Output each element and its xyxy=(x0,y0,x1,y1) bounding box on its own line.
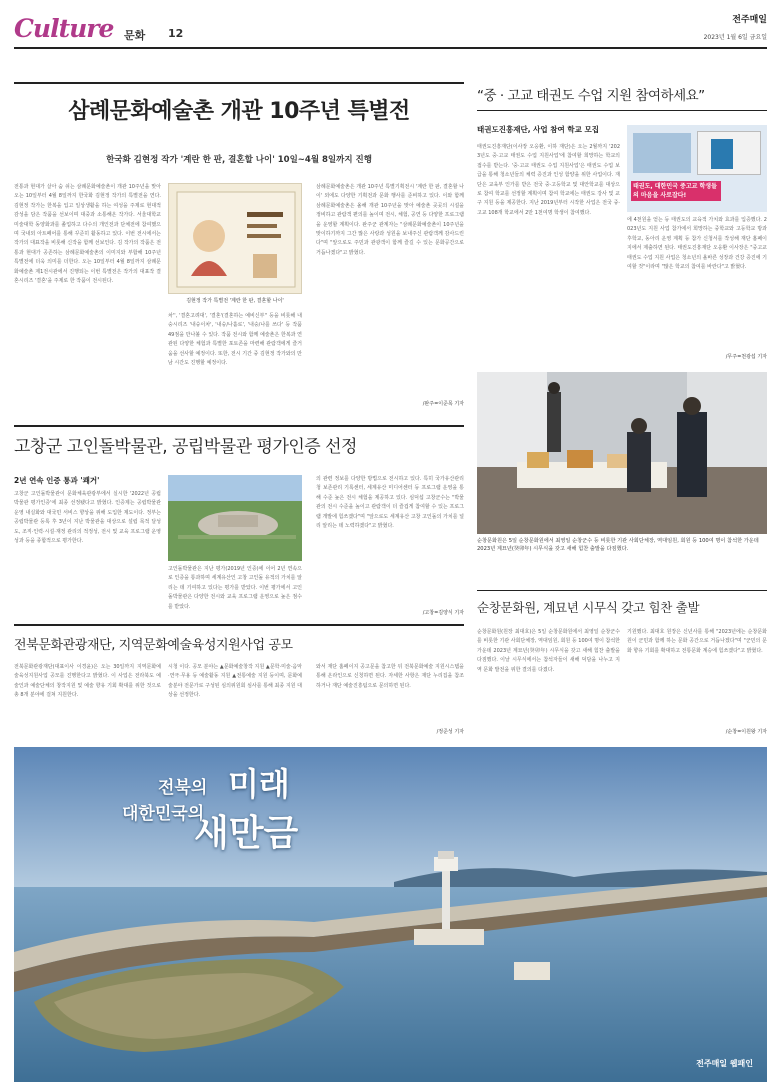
article2-promo-image-text: 태권도, 대한민국 중고교 학생들의 마음을 사로잡다! xyxy=(631,181,721,201)
newspaper-name: 전주매일 xyxy=(732,15,767,25)
article2-byline: /무주=천광섭 기자 xyxy=(725,354,767,360)
article3-subheadline: 2년 연속 인증 통과 '쾌거' xyxy=(14,476,100,485)
article1-byline: /완주=이준목 기자 xyxy=(422,401,464,407)
article1-exhibition-poster xyxy=(168,183,302,294)
ad-line-jeonbuk: 전북의 xyxy=(158,778,208,798)
ad-big-future: 미래 xyxy=(228,765,290,803)
article2-body-col2: 에 4천원을 얻는 등 태권도의 교육적 가치와 효과를 입증했다. 2023년도 지원 사업 참가에서 희망하는 중학교와 고등학교 방과후학교, 동아리 운영 계획 등 참가 신청서를 작성해 재단 홈페이지에서 제출하면 된다. 태권도진흥재단 오응환 이사장은 "중고교 태권도 수업 지원 사업은 청소년의 올바른 성장과 건강 증진에 기여할 것"이라며 "많은 학교의 참여를 바란다"고 밝혔다. xyxy=(627,217,767,271)
article3-body-col2: 의 관련 정보를 다양한 방법으로 전시하고 있다. 특히 국가유산관리청 보존관리 기록센터, 세계유산 미디어센터 등 프로그램 운영을 통해 수준 높은 전시 체험을 제공하고 있다. 심덕섭 고창군수는 "박물관의 전시 수준을 높이고 관람객이 더 즐겁게 참여할 수 있는 프로그램 개발에 힘쓰겠다"며 "앞으로도 세계유산 고창 고인돌의 가치를 널리 알리는 데 노력하겠다"고 밝혔다. xyxy=(316,476,464,530)
article5-byline: /순창=이원왕 기자 xyxy=(725,729,767,735)
article1-top-rule xyxy=(14,82,464,84)
article4-body-col3: 와서 재단 홈페이지 공고문을 참고한 뒤 전북문화예술 지원시스템을 통해 온라인으로 신청하면 된다. 자세한 사항은 재단 누리집을 참조하거나 재단 예술진흥팀으로 문의하면 된다. xyxy=(316,664,464,689)
article1-photo-caption: 김현정 작가 특별전 '계란 한 판, 결혼할 나이' xyxy=(186,298,284,304)
article5-body-col2: 기원했다. 최대호 원장은 신년사를 통해 "2023년에는 순창문화원이 군민과 함께 하는 문화 공간으로 거듭나겠다"며 "군민의 문화 향유 기회를 확대하고 전통문화 계승에 힘쓰겠다"고 밝혔다. xyxy=(627,629,767,654)
saemangeum-ad xyxy=(14,747,767,1082)
issue-date: 2023년 1월 6일 금요일 xyxy=(703,34,767,41)
article4-top-rule xyxy=(14,624,464,626)
article1-subheadline: 한국화 김현정 작가 '계란 한 판, 결혼할 나이' 10일~4월 8일까지 진행 xyxy=(106,155,372,165)
article5-headline: 순창문화원, 계묘년 시무식 갖고 힘찬 출발 xyxy=(477,600,700,615)
article1-body-col3: 삼례문화예술촌은 개관 10주년 특별기획전시 '계란 한 판, 결혼할 나이' 외에도 다양한 기획전과 문화 행사를 준비하고 있다. 이와 함께 삼례문화예술촌은 올해 개관 10주년을 맞아 예술촌 곳곳의 시설을 정비하고 관람객 편의를 높이며 전시, 체험, 공연 등 다양한 프로그램을 운영할 계획이다. 완주군 관계자는 "삼례문화예술촌이 10주년을 맞이하기까지 그간 많은 사랑과 성원을 보내주신 관람객께 감사드린다"며 "앞으로도 주민과 관광객이 함께 즐길 수 있는 문화공간으로 거듭나겠다"고 밝혔다. xyxy=(316,184,464,256)
article2-subheadline: 태권도진흥재단, 사업 참여 학교 모집 xyxy=(477,125,599,134)
article3-byline: /고창=김양식 기자 xyxy=(422,610,464,616)
article4-body-col1: 전북문화관광재단(대표이사 이경윤)은 오는 30일까지 지역문화예술육성지원사업 공모를 진행한다고 밝혔다. 이 사업은 전라북도 예술인과 예술단체의 창작지원 및 예술 향유 기회 확대를 위한 것으로 총 8개 분야에 걸쳐 지원한다. xyxy=(14,664,161,699)
article1-body-col1: 전통과 현대가 살아 숨 쉬는 삼례문화예술촌이 개관 10주년을 맞아 오는 10일부터 4월 8일까지 한국화 김현정 작가의 특별전을 연다. 김현정 작가는 한복을 입고 일상생활을 하는 여성을 주제로 현대적 감성을 담은 작품을 선보이며 대중과 소통해온 작가다. 서울대학교 미술대학 동양화과를 졸업하고 다수의 개인전과 단체전에 참여했으며 국내외 아트페어를 통해 꾸준히 활동하고 있다. 이번 전시에서는 작가의 대표작을 비롯해 신작을 함께 선보인다. 김 작가의 작품은 전통과 현대가 공존하는 삼례문화예술촌의 이미지와 부합해 10주년 특별전에 더욱 의미를 더한다. 오는 10일부터 4월 8일까지 삼례문화예술촌 제1전시관에서 진행되는 이번 특별전은 작가의 대표작 결혼시리즈 '결혼'을 주제로 한 작품이 전시된다. xyxy=(14,184,161,285)
article2-rule xyxy=(477,110,767,111)
section-title-korean: 문화 xyxy=(124,29,146,42)
ceremony-photo xyxy=(477,372,767,534)
article2-promo-image xyxy=(627,125,767,212)
article3-headline: 고창군 고인돌박물관, 공립박물관 평가인증 선정 xyxy=(14,437,357,457)
page-number: 12 xyxy=(168,27,184,40)
article5-body-col1: 순창문화원(원장 최대호)은 5일 순창문화원에서 최영일 순창군수를 비롯한 기관 사회단체장, 역대임원, 회원 등 100여 명이 참석한 가운데 2023년 계묘년(癸卯年) 시무식을 갖고 새해 힘찬 출발을 다짐했다. 이날 시무식에서는 참석자들이 새해 덕담을 나누고 지역 문화 발전을 위한 결의를 다졌다. xyxy=(477,629,620,673)
ad-credit: 전주매일 웹패인 xyxy=(696,1059,753,1068)
article1-headline: 삼례문화예술촌 개관 10주년 특별전 xyxy=(68,99,410,124)
article4-headline: 전북문화관광재단, 지역문화예술육성지원사업 공모 xyxy=(14,638,293,653)
article1-body-col2: 차'', '결혼고려대', '결혼'(결혼하는 예비신부'' 등을 비롯해 내숭시리즈 '내숭이차', '내숭/나홀로', '내숭/나를 쓰다' 등 작품 49점을 만나볼 수 있다. 작품 전시와 함께 예술촌은 한복과 연관된 다양한 체험과 특별한 포토존을 마련해 관람객에게 즐거움을 선사할 예정이다. 또한, 전시 기간 중 김현정 작가와의 만남 시간도 진행할 예정이다. xyxy=(168,313,302,367)
article3-top-rule xyxy=(14,425,464,427)
article2-headline: “중 · 고교 태권도 수업 지원 참여하세요” xyxy=(477,88,705,104)
ad-line-korea: 대한민국의 xyxy=(122,804,205,824)
article4-byline: /정준성 기자 xyxy=(436,729,464,735)
section-title-english: Culture xyxy=(14,14,114,43)
article3-museum-photo xyxy=(168,475,302,561)
header-rule xyxy=(14,47,767,49)
ad-big-saemangeum: 새만금 xyxy=(194,813,299,854)
ceremony-photo-caption: 순창문화원은 5일 순창문화원에서 최영일 순창군수 등 비롯한 기관 사회단체장, 역대임원, 회원 등 100여 명이 참석한 가운데 2023년 계묘년(癸卯年) 시무식을 갖고 새해 힘찬 출발을 다짐했다. xyxy=(477,538,759,552)
article3-body-col1: 고창군 고인돌박물관이 문화체육관광부에서 실시한 '2022년 공립박물관 평가인증'에 최종 선정됐다고 밝혔다. 인증제는 공립박물관 운영 내실화와 대국민 서비스 향상을 위해 도입한 제도이다. 정부는 공립박물관 등록 후 3년이 지난 박물관을 대상으로 설립 목적 달성도, 조직·인력·시설·재정 관리의 적정성, 전시 및 교육 프로그램 운영 성과 등을 종합적으로 평가한다. xyxy=(14,491,161,545)
masthead xyxy=(0,0,781,52)
article3-photo-caption: 고인돌박물관은 지난 평가(2019년 인증)에 이어 2년 연속으로 인증을 통과하며 세계유산인 고창 고인돌 유적의 가치를 알리는 데 기여하고 있다는 평가를 받았다. 이번 평가에서 고인돌박물관은 다양한 전시와 교육 프로그램 운영으로 높은 점수를 받았다. xyxy=(168,566,302,610)
article2-body-col1: 태권도진흥재단(이사장 오응환, 이하 재단)은 오는 2월까지 '2023년도 중·고교 태권도 수업 지원사업'에 참여할 희망하는 학교의 접수를 받는다. '중·고교 태권도 수업 지원사업'은 태권도 수업 보급을 통해 청소년들의 체력 증진과 인성 함양을 위한 사업이다. 재단은 교육부 인가를 받은 전국 중·고등학교 및 대안학교를 대상으로 참여 학교를 선정할 계획이며 참여 학교에는 태권도 강사 및 교구 지원 등을 제공한다. 지난 2019년부터 시작한 사업은 전국 중·고교 108개 학교에서 2만 1천여명 학생이 참여했다. xyxy=(477,144,620,216)
article5-top-rule xyxy=(477,590,767,591)
article4-body-col2: 시청 이다. 공모 분야는 ▲문화예술창작 지원 ▲문학·미술·음악·연극·무용 등 예술활동 지원 ▲전통예술 지원 등이며, 문화예술분야 전문가로 구성된 심의위원회 심사를 통해 최종 지원 대상을 선정한다. xyxy=(168,664,302,699)
